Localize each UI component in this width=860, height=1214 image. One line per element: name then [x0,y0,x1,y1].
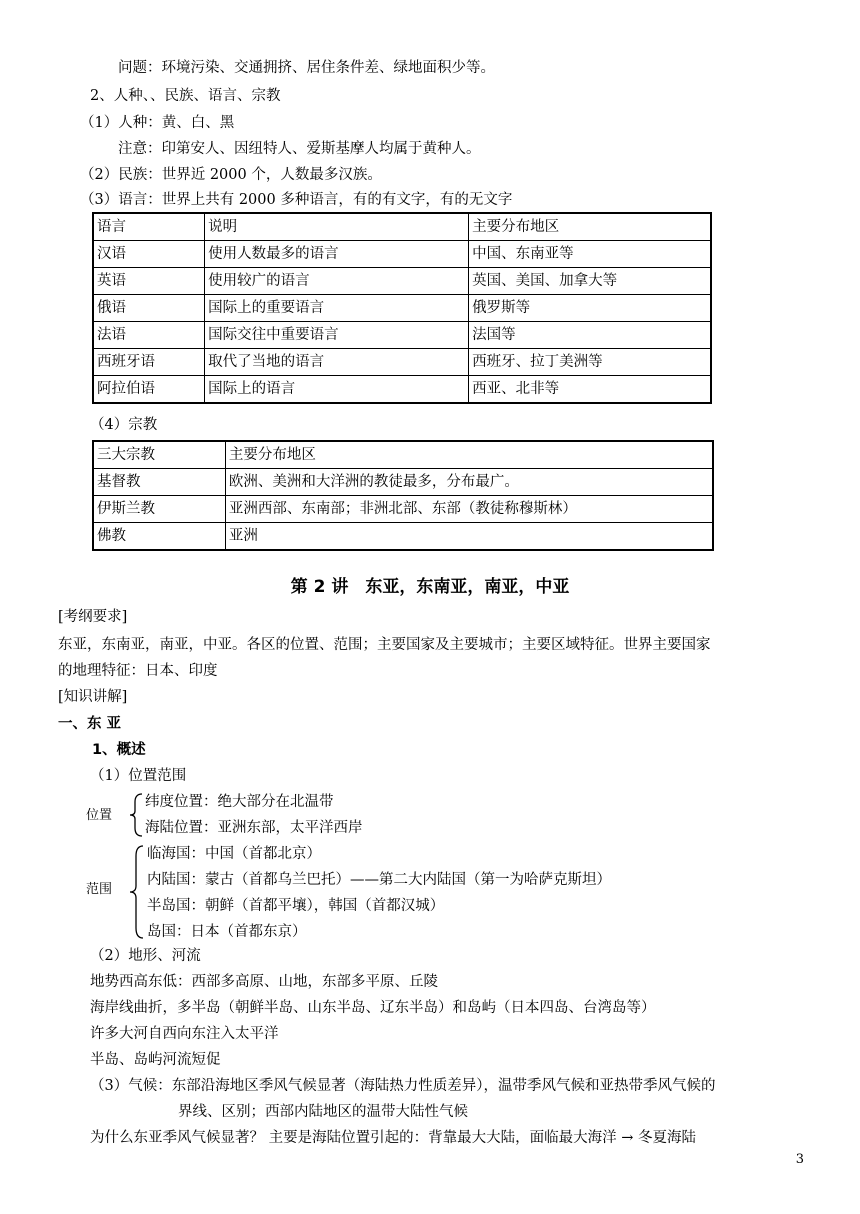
page-number: 3 [795,1152,804,1167]
text-line: 界线、区别；西部内陆地区的温带大陆性气候 [178,1104,468,1120]
text-line: 许多大河自西向东注入太平洋 [90,1026,279,1042]
lecture-title: 第 2 讲 东亚，东南亚，南亚，中亚 [290,577,570,597]
table-row [93,523,713,551]
table-cell: 佛教 [93,523,225,551]
table-cell: 使用人数最多的语言 [205,241,469,268]
language-table [92,212,712,404]
table-row [93,376,711,404]
table-cell: 国际交往中重要语言 [205,322,469,349]
text-line: （1）位置范围 [90,768,187,784]
table-cell: 取代了当地的语言 [205,349,469,376]
table-cell: 伊斯兰教 [93,496,225,523]
section-tag: [知识讲解] [58,689,128,705]
text-line: 半岛、岛屿河流短促 [90,1052,221,1068]
table-cell: 法国等 [469,322,711,349]
table-cell: 中国、东南亚等 [469,241,711,268]
text-line: （2）民族：世界近 2000 个，人数最多汉族。 [80,167,382,183]
religion-label: （4）宗教 [90,417,158,433]
table-cell: 亚洲 [225,523,713,551]
position-label: 位置 [86,808,113,823]
table-header-row [93,213,711,241]
text-line: 东亚，东南亚，南亚，中亚。各区的位置、范围；主要国家及主要城市；主要区域特征。世界主要国家 [58,637,711,653]
table-cell: 法语 [93,322,205,349]
table-cell: 国际上的重要语言 [205,295,469,322]
table-cell: 使用较广的语言 [205,268,469,295]
header-cell: 语言 [93,213,205,241]
position-item: 海陆位置：亚洲东部，太平洋西岸 [145,820,363,836]
religion-table [92,440,714,551]
table-cell: 俄语 [93,295,205,322]
table-cell: 英国、美国、加拿大等 [469,268,711,295]
table-row [93,295,711,322]
table-cell: 亚洲西部、东南部；非洲北部、东部（教徒称穆斯林） [225,496,713,523]
text-line: 注意：印第安人、因纽特人、爱斯基摩人均属于黄种人。 [118,141,481,157]
header-cell: 主要分布地区 [469,213,711,241]
table-cell: 阿拉伯语 [93,376,205,404]
text-line: 为什么东亚季风气候显著？ 主要是海陆位置引起的：背靠最大大陆，面临最大海洋 → 冬夏海陆 [90,1130,696,1146]
table-cell: 汉语 [93,241,205,268]
range-label: 范围 [86,882,113,897]
text-line: 海岸线曲折，多半岛（朝鲜半岛、山东半岛、辽东半岛）和岛屿（日本四岛、台湾岛等） [90,1000,656,1016]
subsection-heading: 1、概述 [92,742,146,758]
table-cell: 基督教 [93,469,225,496]
table-row [93,268,711,295]
table-cell: 欧洲、美洲和大洋洲的教徒最多，分布最广。 [225,469,713,496]
text-line: （3）语言：世界上共有 2000 多种语言，有的有文字，有的无文字 [80,192,513,208]
table-cell: 英语 [93,268,205,295]
header-cell: 三大宗教 [93,441,225,469]
text-line: 的地理特征：日本、印度 [58,663,218,679]
position-item: 纬度位置：绝大部分在北温带 [145,794,334,810]
brace-icon [128,792,144,838]
text-line: （3）气候：东部沿海地区季风气候显著（海陆热力性质差异），温带季风气候和亚热带季风气候的 [90,1078,716,1094]
heading-line: 2、人种、、民族、语言、宗教 [90,88,281,104]
range-item: 岛国：日本（首都东京） [147,924,307,940]
text-line: 地势西高东低：西部多高原、山地，东部多平原、丘陵 [90,974,438,990]
table-cell: 西班牙、拉丁美洲等 [469,349,711,376]
header-cell: 说明 [205,213,469,241]
header-cell: 主要分布地区 [225,441,713,469]
section-tag: [考纲要求] [58,609,128,625]
table-row [93,496,713,523]
brace-icon [128,844,146,940]
table-cell: 俄罗斯等 [469,295,711,322]
text-line: （1）人种：黄、白、黑 [80,115,235,131]
text-line: 问题：环境污染、交通拥挤、居住条件差、绿地面积少等。 [118,60,495,76]
table-cell: 国际上的语言 [205,376,469,404]
table-header-row [93,441,713,469]
section-heading: 一、东 亚 [58,716,122,732]
range-item: 内陆国：蒙古（首都乌兰巴托）——第二大内陆国（第一为哈萨克斯坦） [147,872,611,888]
table-cell: 西亚、北非等 [469,376,711,404]
table-cell: 西班牙语 [93,349,205,376]
range-item: 临海国：中国（首都北京） [147,846,321,862]
subsection-heading: （2）地形、河流 [90,948,201,964]
table-row [93,349,711,376]
table-row [93,469,713,496]
table-row [93,322,711,349]
range-item: 半岛国：朝鲜（首都平壤），韩国（首都汉城） [147,898,445,914]
table-row [93,241,711,268]
